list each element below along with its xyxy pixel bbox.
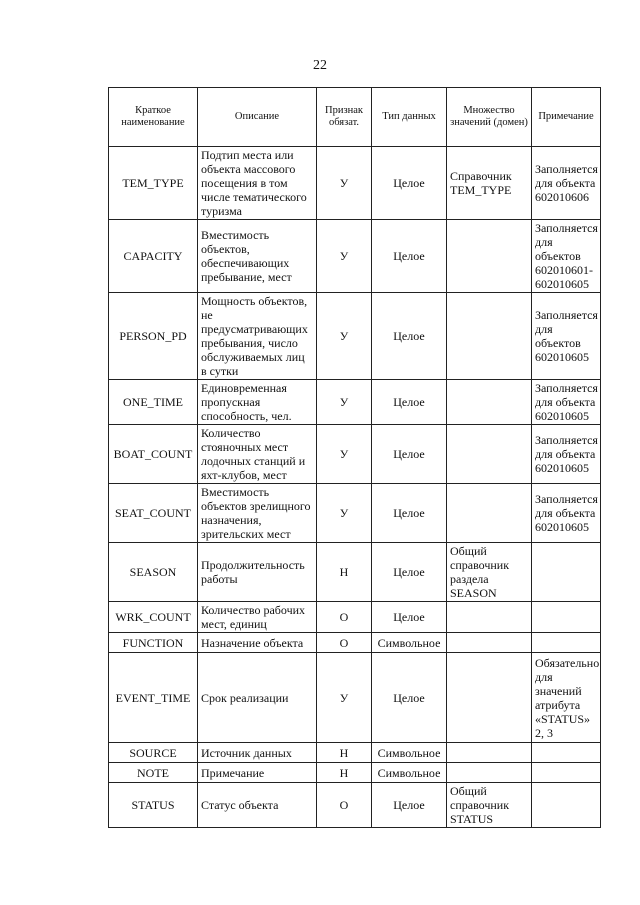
page-number: 22 (313, 58, 327, 73)
cell-description: Единовременная пропускная способность, чел. (198, 380, 317, 425)
header-data-type: Тип данных (372, 88, 447, 147)
cell-note (532, 763, 601, 783)
cell-domain (447, 653, 532, 743)
cell-short-name: EVENT_TIME (109, 653, 198, 743)
cell-domain: Справочник TEM_TYPE (447, 147, 532, 220)
table-row (109, 380, 601, 425)
cell-short-name: SEAT_COUNT (109, 484, 198, 543)
cell-domain (447, 220, 532, 293)
table-row (109, 763, 601, 783)
cell-required: О (317, 783, 372, 828)
cell-data-type: Целое (372, 220, 447, 293)
cell-required: Н (317, 763, 372, 783)
table-header-row (109, 88, 601, 147)
cell-description: Вместимость объектов, обеспечивающих пребывание, мест (198, 220, 317, 293)
table-row (109, 220, 601, 293)
cell-note: Обязательно для значений атрибута «STATUS» 2, 3 (532, 653, 601, 743)
cell-note (532, 743, 601, 763)
cell-description: Срок реализации (198, 653, 317, 743)
cell-short-name: BOAT_COUNT (109, 425, 198, 484)
table-row (109, 633, 601, 653)
cell-required: У (317, 220, 372, 293)
cell-required: У (317, 653, 372, 743)
attribute-table (108, 87, 601, 828)
cell-data-type: Целое (372, 484, 447, 543)
cell-required: У (317, 293, 372, 380)
table-row (109, 293, 601, 380)
cell-note: Заполняется для объекта 602010605 (532, 484, 601, 543)
cell-short-name: SOURCE (109, 743, 198, 763)
cell-short-name: STATUS (109, 783, 198, 828)
cell-short-name: SEASON (109, 543, 198, 602)
cell-note (532, 543, 601, 602)
cell-short-name: WRK_COUNT (109, 602, 198, 633)
header-short-name: Краткое наименование (109, 88, 198, 147)
cell-data-type: Целое (372, 783, 447, 828)
cell-description: Продолжительность работы (198, 543, 317, 602)
cell-required: О (317, 602, 372, 633)
cell-note: Заполняется для объектов 602010601-602010605 (532, 220, 601, 293)
cell-data-type: Символьное (372, 763, 447, 783)
table-row (109, 543, 601, 602)
cell-required: Н (317, 743, 372, 763)
cell-required: Н (317, 543, 372, 602)
header-description: Описание (198, 88, 317, 147)
cell-description: Мощность объектов, не предусматривающих пребывания, число обслуживаемых лиц в сутки (198, 293, 317, 380)
table-row (109, 602, 601, 633)
cell-data-type: Целое (372, 293, 447, 380)
cell-domain: Общий справочник раздела SEASON (447, 543, 532, 602)
cell-data-type: Целое (372, 653, 447, 743)
cell-description: Количество стояночных мест лодочных станций и яхт-клубов, мест (198, 425, 317, 484)
cell-domain (447, 425, 532, 484)
cell-description: Статус объекта (198, 783, 317, 828)
cell-domain (447, 484, 532, 543)
cell-note: Заполняется для объектов 602010605 (532, 293, 601, 380)
header-required: Признак обязат. (317, 88, 372, 147)
cell-required: У (317, 147, 372, 220)
cell-description: Подтип места или объекта массового посещения в том числе тематического туризма (198, 147, 317, 220)
cell-description: Примечание (198, 763, 317, 783)
cell-short-name: NOTE (109, 763, 198, 783)
cell-domain (447, 743, 532, 763)
table-row (109, 743, 601, 763)
cell-note: Заполняется для объекта 602010606 (532, 147, 601, 220)
header-note: Примечание (532, 88, 601, 147)
cell-short-name: PERSON_PD (109, 293, 198, 380)
cell-data-type: Символьное (372, 743, 447, 763)
cell-description: Источник данных (198, 743, 317, 763)
cell-data-type: Целое (372, 425, 447, 484)
table-row (109, 425, 601, 484)
cell-required: У (317, 425, 372, 484)
cell-required: О (317, 633, 372, 653)
cell-domain (447, 633, 532, 653)
cell-domain (447, 293, 532, 380)
cell-data-type: Целое (372, 147, 447, 220)
cell-data-type: Символьное (372, 633, 447, 653)
table-row (109, 484, 601, 543)
cell-data-type: Целое (372, 380, 447, 425)
cell-short-name: CAPACITY (109, 220, 198, 293)
cell-data-type: Целое (372, 543, 447, 602)
cell-short-name: ONE_TIME (109, 380, 198, 425)
table-row (109, 653, 601, 743)
header-domain: Множество значений (домен) (447, 88, 532, 147)
cell-note: Заполняется для объекта 602010605 (532, 425, 601, 484)
table-row (109, 783, 601, 828)
cell-note (532, 783, 601, 828)
cell-note: Заполняется для объекта 602010605 (532, 380, 601, 425)
cell-short-name: TEM_TYPE (109, 147, 198, 220)
cell-description: Назначение объекта (198, 633, 317, 653)
cell-domain (447, 380, 532, 425)
cell-short-name: FUNCTION (109, 633, 198, 653)
cell-domain (447, 602, 532, 633)
cell-domain: Общий справочник STATUS (447, 783, 532, 828)
cell-note (532, 602, 601, 633)
cell-description: Вместимость объектов зрелищного назначения, зрительских мест (198, 484, 317, 543)
cell-note (532, 633, 601, 653)
cell-data-type: Целое (372, 602, 447, 633)
table-row (109, 147, 601, 220)
cell-domain (447, 763, 532, 783)
cell-description: Количество рабочих мест, единиц (198, 602, 317, 633)
cell-required: У (317, 484, 372, 543)
cell-required: У (317, 380, 372, 425)
